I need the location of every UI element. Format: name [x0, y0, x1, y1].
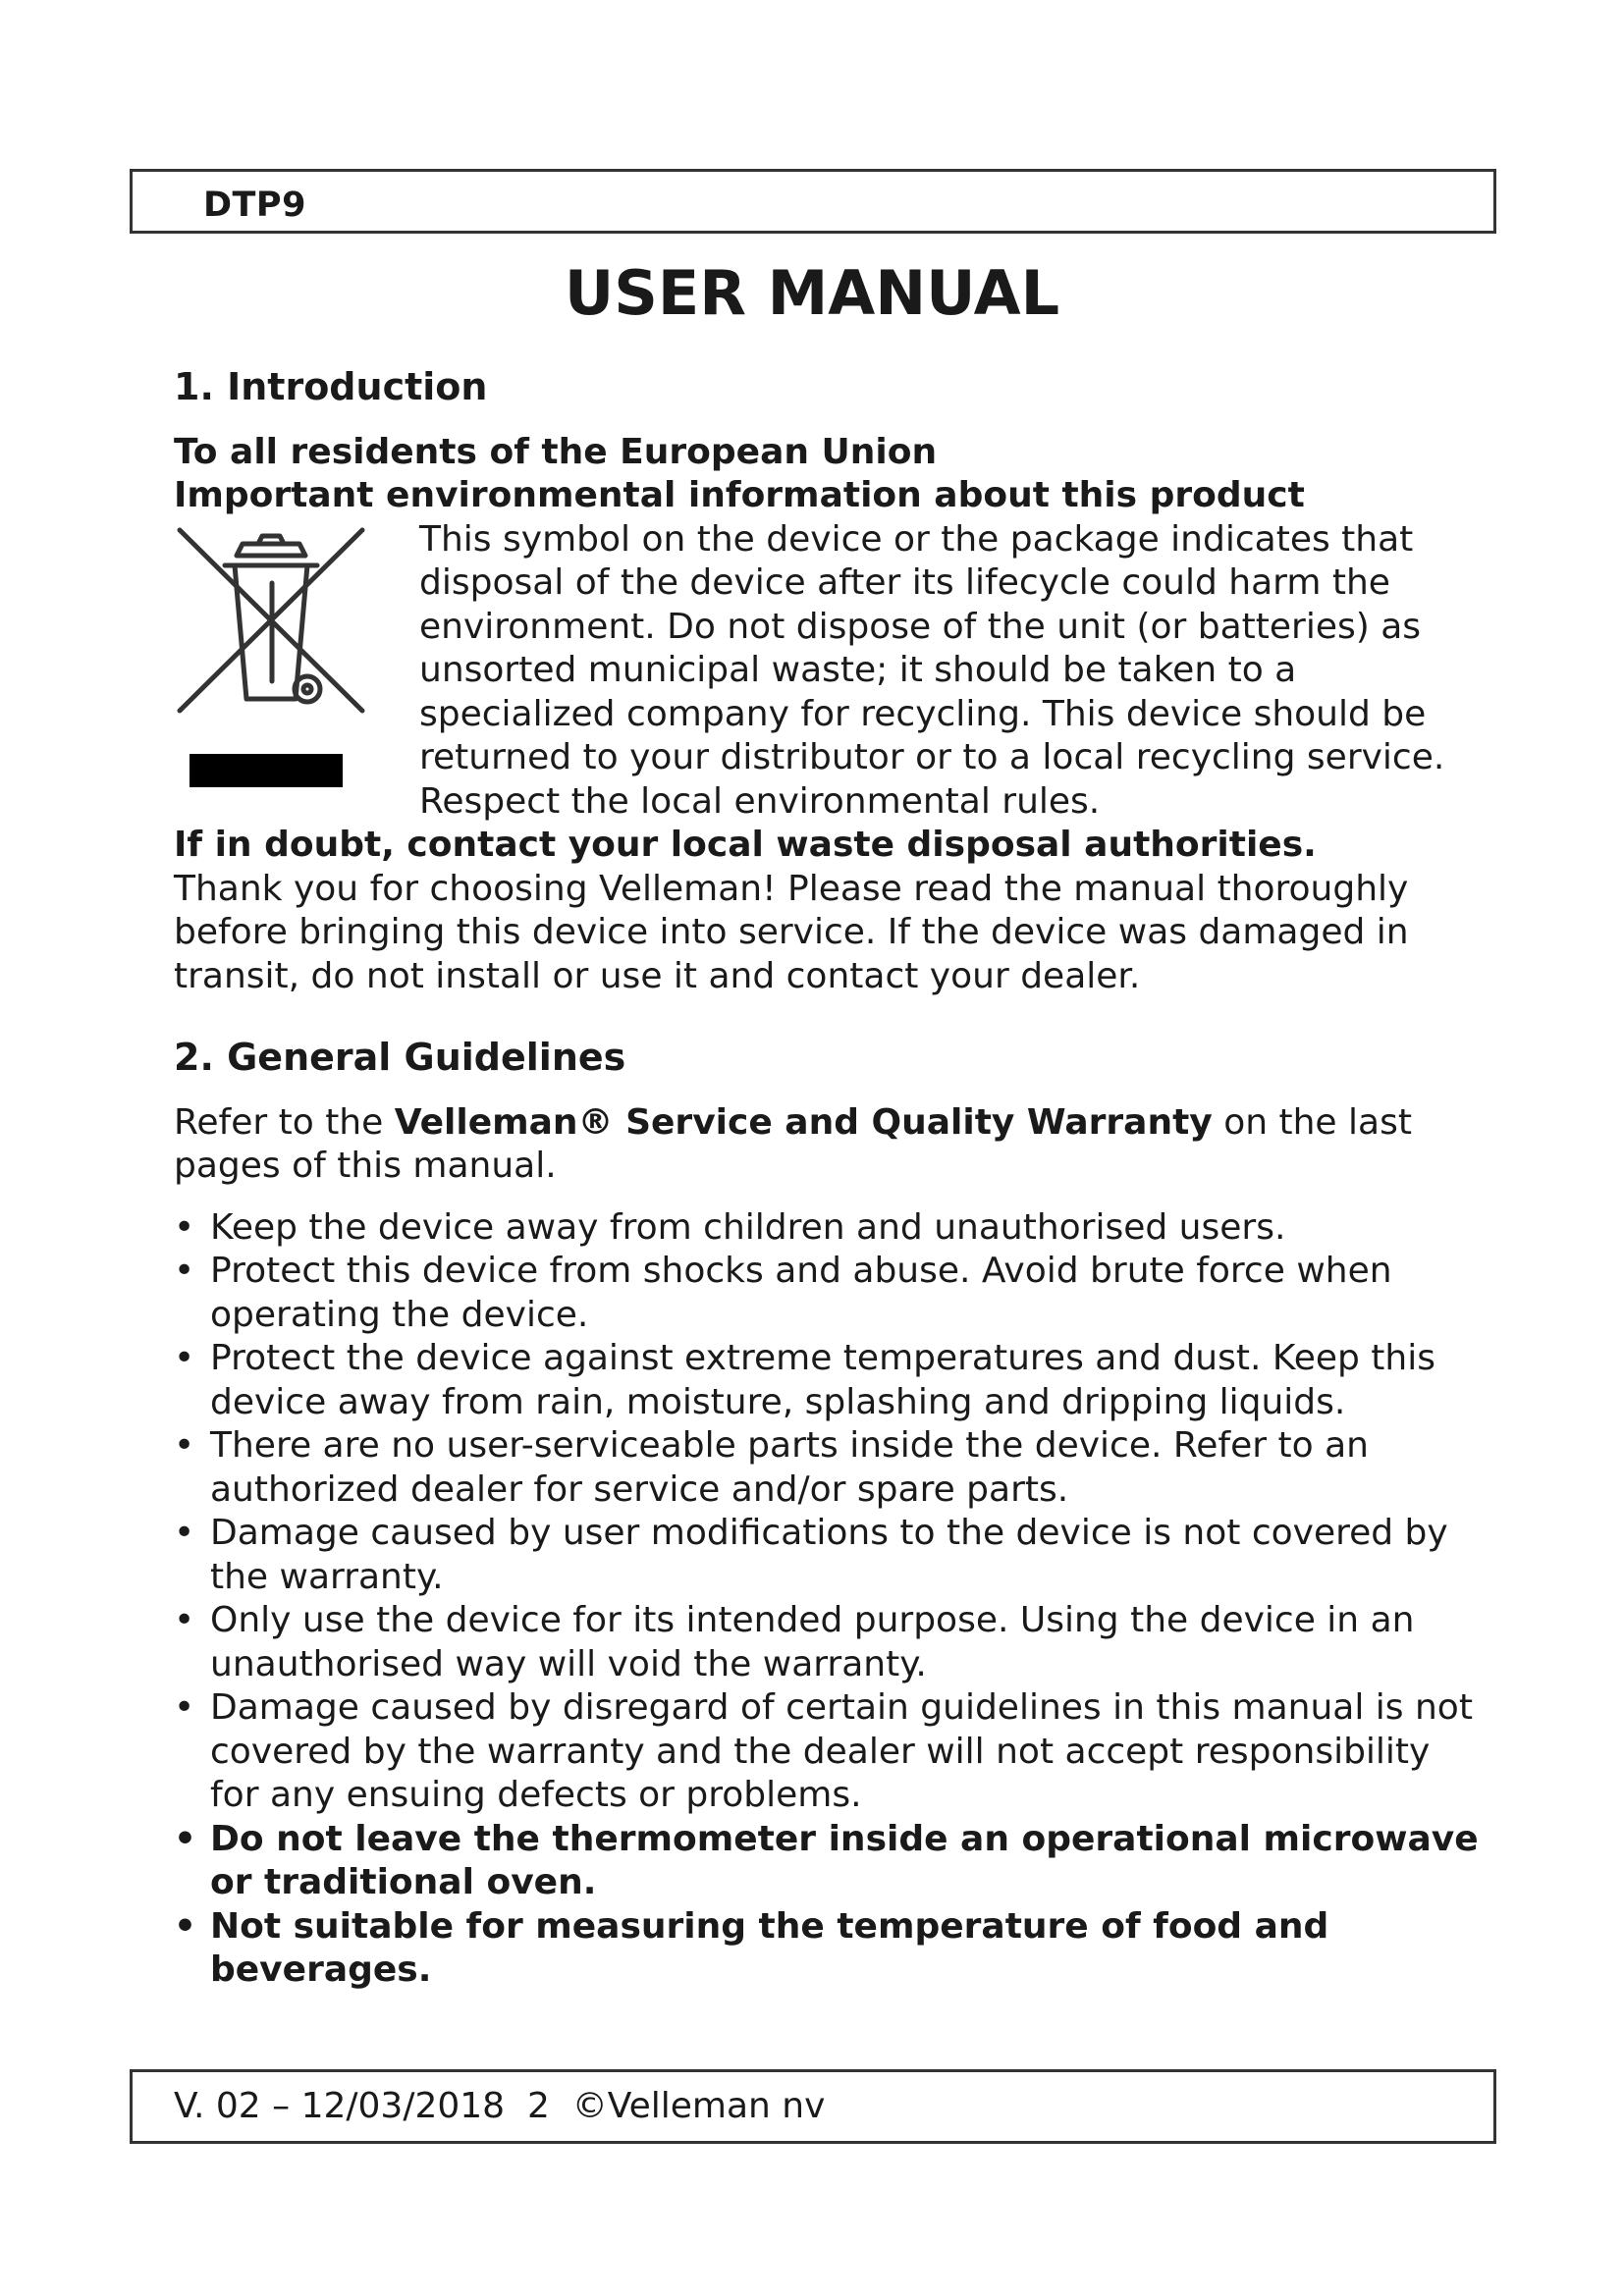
page-title: USER MANUAL [564, 257, 1060, 329]
section-2-heading: 2. General Guidelines [174, 1036, 626, 1079]
warranty-reference-pre: Refer to the [174, 1101, 395, 1143]
manual-content [174, 365, 1480, 1993]
footer-version-line: V. 02 – 12/03/2018 2 ©Velleman nv [174, 2086, 826, 2126]
doubt-line: If in doubt, contact your local waste disposal authorities. [174, 825, 1317, 865]
guideline-item-warning: • Not suitable for measuring the temperature of food and beverages. [174, 1905, 1480, 1993]
model-number: DTP9 [203, 186, 306, 225]
guideline-item: • Protect the device against extreme temperatures and dust. Keep this device away from rain, moisture, splashing and dripping liquids. [174, 1337, 1480, 1424]
guideline-item: • Keep the device away from children and unauthorised users. [174, 1206, 1480, 1251]
guideline-item-warning: • Do not leave the thermometer inside an operational microwave or traditional oven. [174, 1818, 1480, 1905]
guideline-item: • Damage caused by user modifications to the device is not covered by the warranty. [174, 1512, 1480, 1599]
header-box [130, 169, 1496, 234]
thanks-paragraph: Thank you for choosing Velleman! Please read the manual thoroughly before bringing this device into service. If the device was damaged in transit, do not install or use it and contact your dealer. [174, 868, 1409, 996]
guideline-item: • Only use the device for its intended purpose. Using the device in an unauthorised way will void the warranty. [174, 1599, 1480, 1686]
weee-text: This symbol on the device or the package indicates that disposal of the device after its lifecycle could harm the environment. Do not dispose of the unit (or batteries) as unsorted municipal waste; it should be taken to a specialized company for recycling. This device should be returned to your distributor or to a local recycling service. Respect the local environmental rules. [419, 518, 1445, 822]
weee-notice [174, 518, 1480, 825]
warranty-reference [174, 1101, 1480, 1189]
section-1-heading: 1. Introduction [174, 365, 488, 408]
environment-info-line: Important environmental information about this product [174, 475, 1305, 515]
eu-residents-line: To all residents of the European Union [174, 431, 938, 472]
guideline-item: • There are no user-serviceable parts inside the device. Refer to an authorized dealer for service and/or spare parts. [174, 1424, 1480, 1512]
footer-box [130, 2069, 1496, 2144]
guideline-item: • Damage caused by disregard of certain guidelines in this manual is not covered by the warranty and the dealer will not accept responsibility for any ensuing defects or problems. [174, 1686, 1480, 1818]
crossed-out-wheelie-bin-icon [174, 524, 368, 804]
guideline-item: • Protect this device from shocks and abuse. Avoid brute force when operating the device. [174, 1250, 1480, 1337]
warranty-reference-bold: Velleman® Service and Quality Warranty [394, 1101, 1213, 1143]
warranty-reference-post: on the last pages of this manual. [174, 1101, 1412, 1186]
weee-black-bar [189, 754, 343, 787]
guidelines-list [174, 1206, 1480, 1993]
